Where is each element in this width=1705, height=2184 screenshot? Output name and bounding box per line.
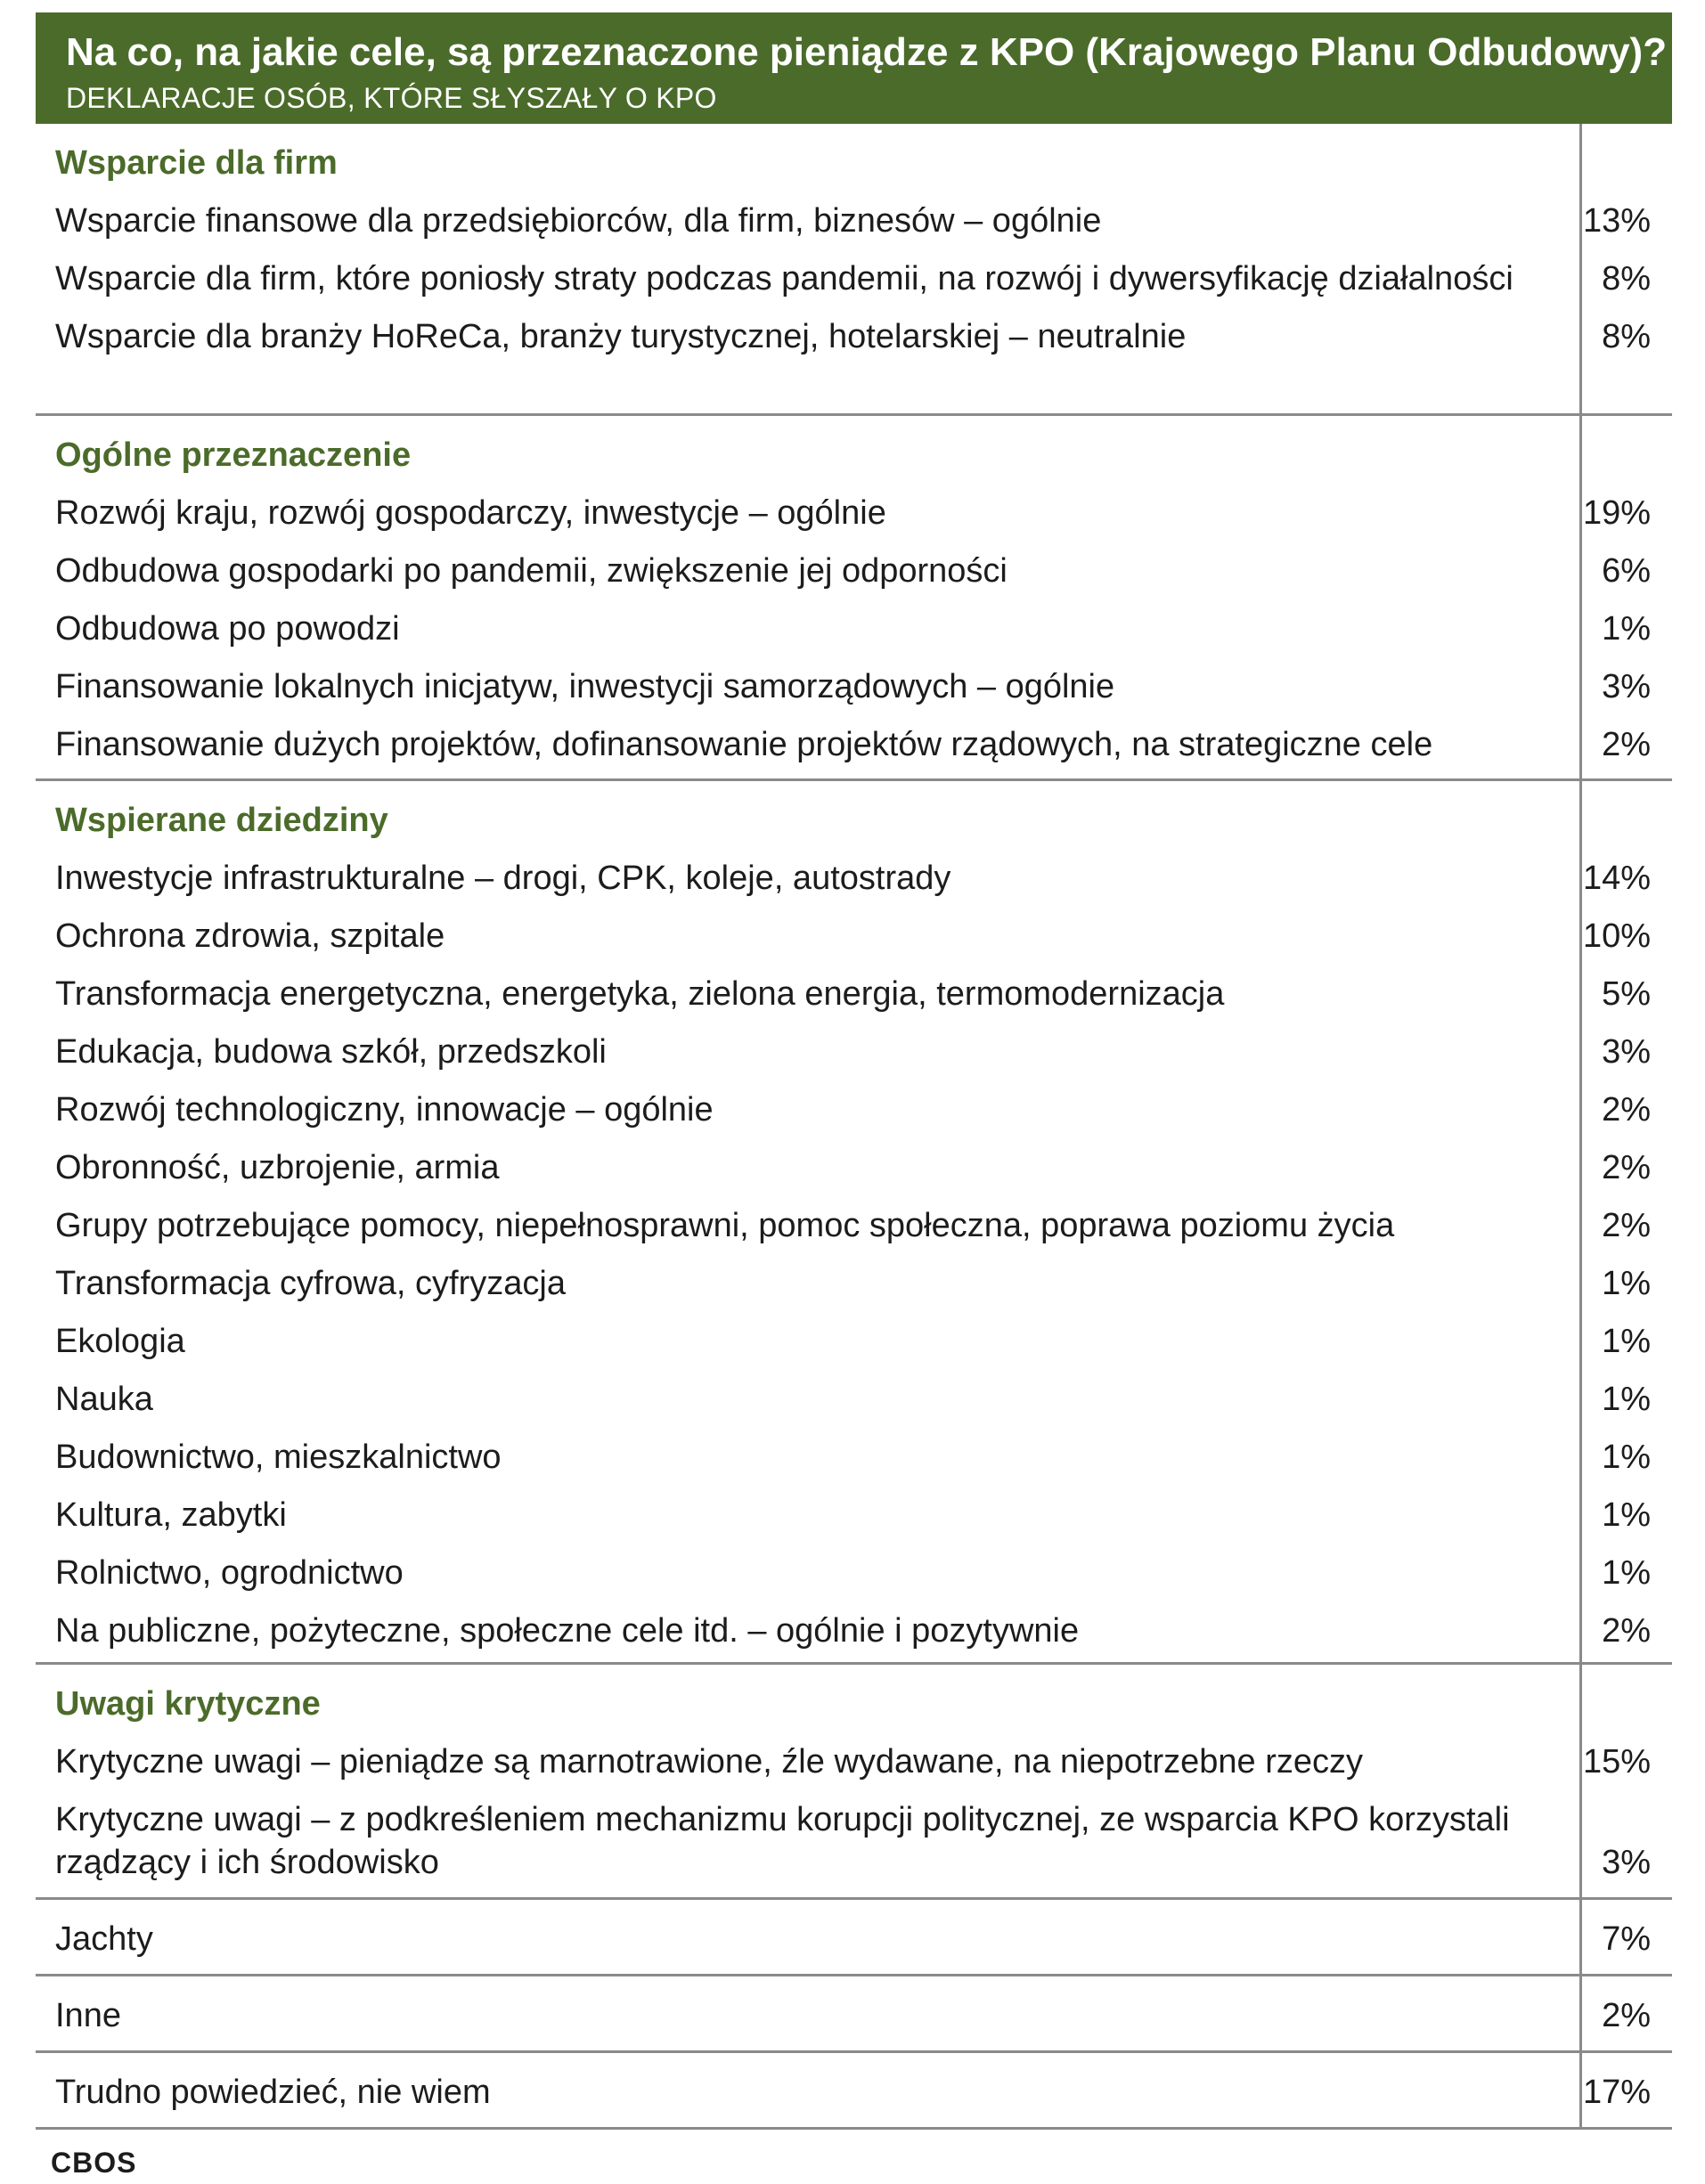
row-value: 2%: [1602, 1207, 1651, 1244]
table-row: [36, 1436, 1672, 1479]
table-row: [36, 665, 1672, 708]
row-label: Rozwój technologiczny, innowacje – ogólnie: [55, 1091, 714, 1129]
row-label: Obronność, uzbrojenie, armia: [55, 1149, 500, 1186]
section-wsparcie-dla-firm: [36, 124, 1672, 416]
table-row: [36, 723, 1672, 766]
row-value: 2%: [1602, 1612, 1651, 1650]
row-value: 2%: [1602, 1091, 1651, 1129]
row-label: Trudno powiedzieć, nie wiem: [55, 2074, 491, 2111]
row-value: 19%: [1582, 494, 1651, 532]
row-value: 13%: [1582, 202, 1651, 240]
table-row: [36, 1204, 1672, 1247]
row-label: Transformacja cyfrowa, cyfryzacja: [55, 1265, 566, 1302]
row-value: 1%: [1602, 1496, 1651, 1534]
table-row: [36, 857, 1672, 900]
row-label: Budownictwo, mieszkalnictwo: [55, 1438, 502, 1476]
table-row: [36, 1088, 1672, 1131]
row-label: Inwestycje infrastrukturalne – drogi, CPK, koleje, autostrady: [55, 860, 951, 897]
row-label: Inne: [55, 1997, 121, 2034]
row-label: Rolnictwo, ogrodnictwo: [55, 1554, 404, 1592]
row-value: 3%: [1602, 1844, 1651, 1881]
row-value: 17%: [1582, 2074, 1651, 2111]
table-row: [36, 1262, 1672, 1305]
row-label: Odbudowa gospodarki po pandemii, zwiększenie jej odporności: [55, 552, 1008, 590]
table-row: [36, 607, 1672, 650]
row-label: Wsparcie dla branży HoReCa, branży turystycznej, hotelarskiej – neutralnie: [55, 318, 1187, 355]
row-value: 7%: [1602, 1920, 1651, 1958]
row-label: Kultura, zabytki: [55, 1496, 287, 1534]
row-value: 3%: [1602, 668, 1651, 705]
row-label: Krytyczne uwagi – z podkreśleniem mechanizmu korupcji politycznej, ze wsparcia KPO korzystali rządzący i ich środowisko: [55, 1801, 1510, 1881]
row-value: 1%: [1602, 610, 1651, 648]
row-value: 8%: [1602, 260, 1651, 297]
row-label: Nauka: [55, 1381, 153, 1418]
row-value: 10%: [1582, 917, 1651, 955]
section-wspierane-dziedziny: [36, 781, 1672, 1665]
table-row: [36, 492, 1672, 534]
table-subtitle: DEKLARACJE OSÓB, KTÓRE SŁYSZAŁY O KPO: [66, 82, 717, 114]
row-value: 2%: [1602, 726, 1651, 763]
row-label: Odbudowa po powodzi: [55, 610, 400, 648]
row-value: 8%: [1602, 318, 1651, 355]
row-label: Transformacja energetyczna, energetyka, zielona energia, termomodernizacja: [55, 975, 1225, 1013]
row-value: 1%: [1602, 1381, 1651, 1418]
section-title: Ogólne przeznaczenie: [55, 436, 412, 474]
table-row: [36, 1609, 1672, 1652]
row-label: Na publiczne, pożyteczne, społeczne cele itd. – ogólnie i pozytywnie: [55, 1612, 1080, 1650]
table-row: [36, 915, 1672, 958]
row-label: Rozwój kraju, rozwój gospodarczy, inwestycje – ogólnie: [55, 494, 886, 532]
row-value: 3%: [1602, 1033, 1651, 1071]
row-value: 1%: [1602, 1265, 1651, 1302]
table-row: [36, 1320, 1672, 1363]
source-label: CBOS: [51, 2147, 137, 2179]
table-row: [36, 1494, 1672, 1536]
table-row: [36, 257, 1672, 300]
row-label: Grupy potrzebujące pomocy, niepełnosprawni, pomoc społeczna, poprawa poziomu życia: [55, 1207, 1395, 1244]
row-value: 15%: [1582, 1743, 1651, 1781]
table-row: [36, 1918, 1672, 1960]
results-table: [36, 124, 1672, 2130]
table-row: [36, 1146, 1672, 1189]
row-label: Wsparcie dla firm, które poniosły straty podczas pandemii, na rozwój i dywersyfikację działalności: [55, 260, 1513, 297]
section-ogolne-przeznaczenie: [36, 416, 1672, 781]
table-row: [36, 1740, 1672, 1783]
row-value: 6%: [1602, 552, 1651, 590]
row-label: Jachty: [55, 1920, 153, 1958]
row-label: Finansowanie dużych projektów, dofinansowanie projektów rządowych, na strategiczne cele: [55, 726, 1433, 763]
section-uwagi-krytyczne: [36, 1665, 1672, 1900]
table-row: [36, 550, 1672, 592]
table-row: [36, 1378, 1672, 1421]
row-value: 1%: [1602, 1323, 1651, 1360]
table-row: [36, 1798, 1672, 1884]
table-header: [36, 12, 1672, 124]
table-row: [36, 2071, 1672, 2114]
row-value: 1%: [1602, 1438, 1651, 1476]
table-row: [36, 1994, 1672, 2037]
row-label: Wsparcie finansowe dla przedsiębiorców, dla firm, biznesów – ogólnie: [55, 202, 1102, 240]
table-title: Na co, na jakie cele, są przeznaczone pieniądze z KPO (Krajowego Planu Odbudowy)?: [66, 30, 1668, 74]
row-label: Ekologia: [55, 1323, 185, 1360]
row-label: Finansowanie lokalnych inicjatyw, inwestycji samorządowych – ogólnie: [55, 668, 1115, 705]
section-title: Uwagi krytyczne: [55, 1685, 321, 1723]
table-row: [36, 1031, 1672, 1073]
table-row: [36, 1552, 1672, 1594]
row-value: 2%: [1602, 1997, 1651, 2034]
table-row: [36, 315, 1672, 358]
section-inne: [36, 1976, 1672, 2053]
row-value: 14%: [1582, 860, 1651, 897]
section-title: Wspierane dziedziny: [55, 802, 388, 839]
row-label: Ochrona zdrowia, szpitale: [55, 917, 445, 955]
section-trudno-powiedziec: [36, 2053, 1672, 2130]
section-title: Wsparcie dla firm: [55, 144, 338, 182]
row-value: 5%: [1602, 975, 1651, 1013]
table-row: [36, 200, 1672, 242]
section-jachty: [36, 1900, 1672, 1976]
table-row: [36, 973, 1672, 1015]
row-label: Edukacja, budowa szkół, przedszkoli: [55, 1033, 607, 1071]
row-label: Krytyczne uwagi – pieniądze są marnotrawione, źle wydawane, na niepotrzebne rzeczy: [55, 1743, 1364, 1781]
row-value: 2%: [1602, 1149, 1651, 1186]
row-value: 1%: [1602, 1554, 1651, 1592]
